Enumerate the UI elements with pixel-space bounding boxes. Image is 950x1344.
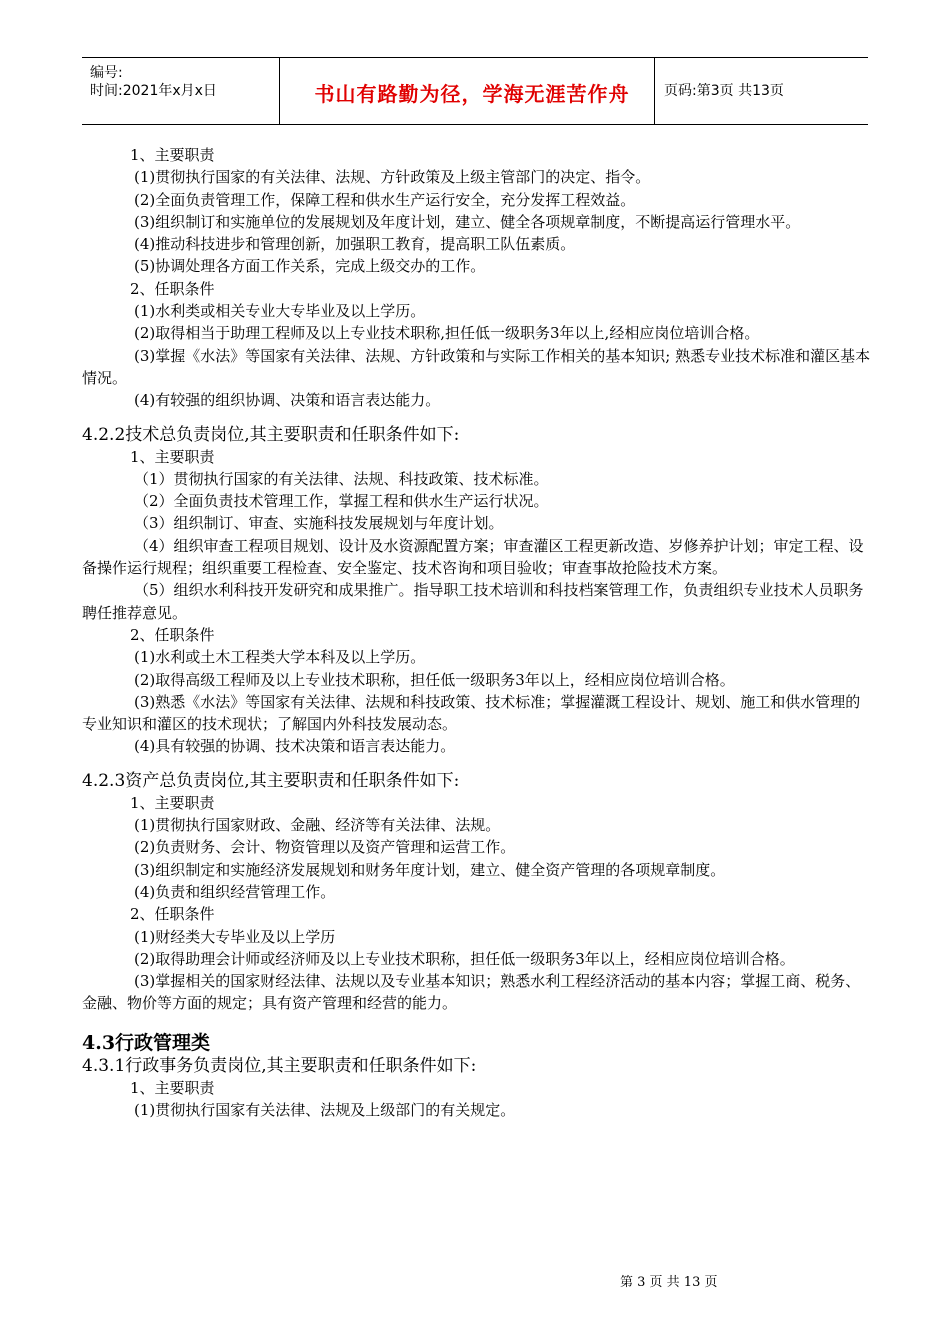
paragraph: (1)贯彻执行国家有关法律、法规及上级部门的有关规定。 [134,1100,516,1119]
time-label: 时间:2021年x月x日 [90,83,217,99]
paragraph: (3)组织制订和实施单位的发展规划及年度计划，建立、健全各项规章制度，不断提高运行管理水平。 [134,212,801,231]
paragraph: 2、任职条件 [130,625,215,644]
paragraph: (1)贯彻执行国家的有关法律、法规、方针政策及上级主管部门的决定、指令。 [134,168,651,187]
paragraph: (1)水利或土木工程类大学本科及以上学历。 [134,648,426,667]
paragraph: （1）贯彻执行国家的有关法律、法规、科技政策、技术标准。 [134,469,549,488]
subsection-heading: 4.2.2技术总负责岗位,其主要职责和任职条件如下: [82,424,460,445]
paragraph: (3)组织制定和实施经济发展规划和财务年度计划，建立、健全资产管理的各项规章制度。 [134,860,726,879]
paragraph: (2)取得高级工程师及以上专业技术职称，担任低一级职务3年以上，经相应岗位培训合格。 [134,670,735,689]
paragraph: （2）全面负责技术管理工作，掌握工程和供水生产运行状况。 [134,492,549,511]
page-footer: 第 3 页 共 13 页 [620,1275,718,1290]
document-body [82,144,872,1121]
page-header [82,57,868,125]
paragraph: （4）组织审查工程项目规划、设计及水资源配置方案；审查灌区工程更新改造、岁修养护计划；审定工程、设备操作运行规程；组织重要工程检查、安全鉴定、技术咨询和项目验收；审查事故抢险技术方案。 [82,536,864,578]
paragraph: (3)掌握相关的国家财经法律、法规以及专业基本知识；熟悉水利工程经济活动的基本内容；掌握工商、税务、金融、物价等方面的规定；具有资产管理和经营的能力。 [82,972,861,1013]
paragraph: 1、主要职责 [130,1078,215,1097]
paragraph: (1)财经类大专毕业及以上学历 [134,927,336,946]
section-heading: 4.3行政管理类 [82,1031,211,1054]
paragraph: (4)推动科技进步和管理创新，加强职工教育，提高职工队伍素质。 [134,235,576,254]
header-motto: 书山有路勤为径，学海无涯苦作舟 [314,82,630,106]
header-page-label: 页码:第3页 共13页 [664,83,784,99]
header-divider [654,58,655,124]
paragraph: 2、任职条件 [130,279,215,298]
subsection-heading: 4.3.1行政事务负责岗位,其主要职责和任职条件如下: [82,1055,477,1076]
paragraph: 2、任职条件 [130,905,215,924]
paragraph: (4)有较强的组织协调、决策和语言表达能力。 [134,391,441,410]
paragraph: (2)负责财务、会计、物资管理以及资产管理和运营工作。 [134,838,516,857]
header-meta [90,64,217,100]
paragraph: (3)熟悉《水法》等国家有关法律、法规和科技政策、技术标准；掌握灌溉工程设计、规划、施工和供水管理的专业知识和灌区的技术现状；了解国内外科技发展动态。 [82,692,861,734]
paragraph: 1、主要职责 [130,793,215,812]
subsection-heading: 4.2.3资产总负责岗位,其主要职责和任职条件如下: [82,770,460,791]
paragraph: (2)全面负责管理工作，保障工程和供水生产运行安全，充分发挥工程效益。 [134,190,636,209]
paragraph: 1、主要职责 [130,447,215,466]
paragraph: （3）组织制订、审查、实施科技发展规划与年度计划。 [134,514,504,533]
paragraph: （5）组织水利科技开发研究和成果推广。指导职工技术培训和科技档案管理工作，负责组织专业技术人员职务聘任推荐意见。 [82,581,864,622]
paragraph: (5)协调处理各方面工作关系，完成上级交办的工作。 [134,257,486,276]
number-label: 编号: [90,65,123,81]
paragraph: (2)取得助理会计师或经济师及以上专业技术职称，担任低一级职务3年以上，经相应岗位培训合格。 [134,949,795,968]
paragraph: 1、主要职责 [130,146,215,164]
paragraph: (4)负责和组织经营管理工作。 [134,882,336,901]
paragraph: (2)取得相当于助理工程师及以上专业技术职称,担任低一级职务3年以上,经相应岗位培训合格。 [134,324,760,343]
paragraph: (4)具有较强的协调、技术决策和语言表达能力。 [134,737,456,756]
header-divider [279,58,280,124]
paragraph: (3)掌握《水法》等国家有关法律、法规、方针政策和与实际工作相关的基本知识; 熟悉专业技术标准和灌区基本情况。 [82,346,871,387]
paragraph: (1)水利类或相关专业大专毕业及以上学历。 [134,302,426,321]
paragraph: (1)贯彻执行国家财政、金融、经济等有关法律、法规。 [134,816,501,835]
